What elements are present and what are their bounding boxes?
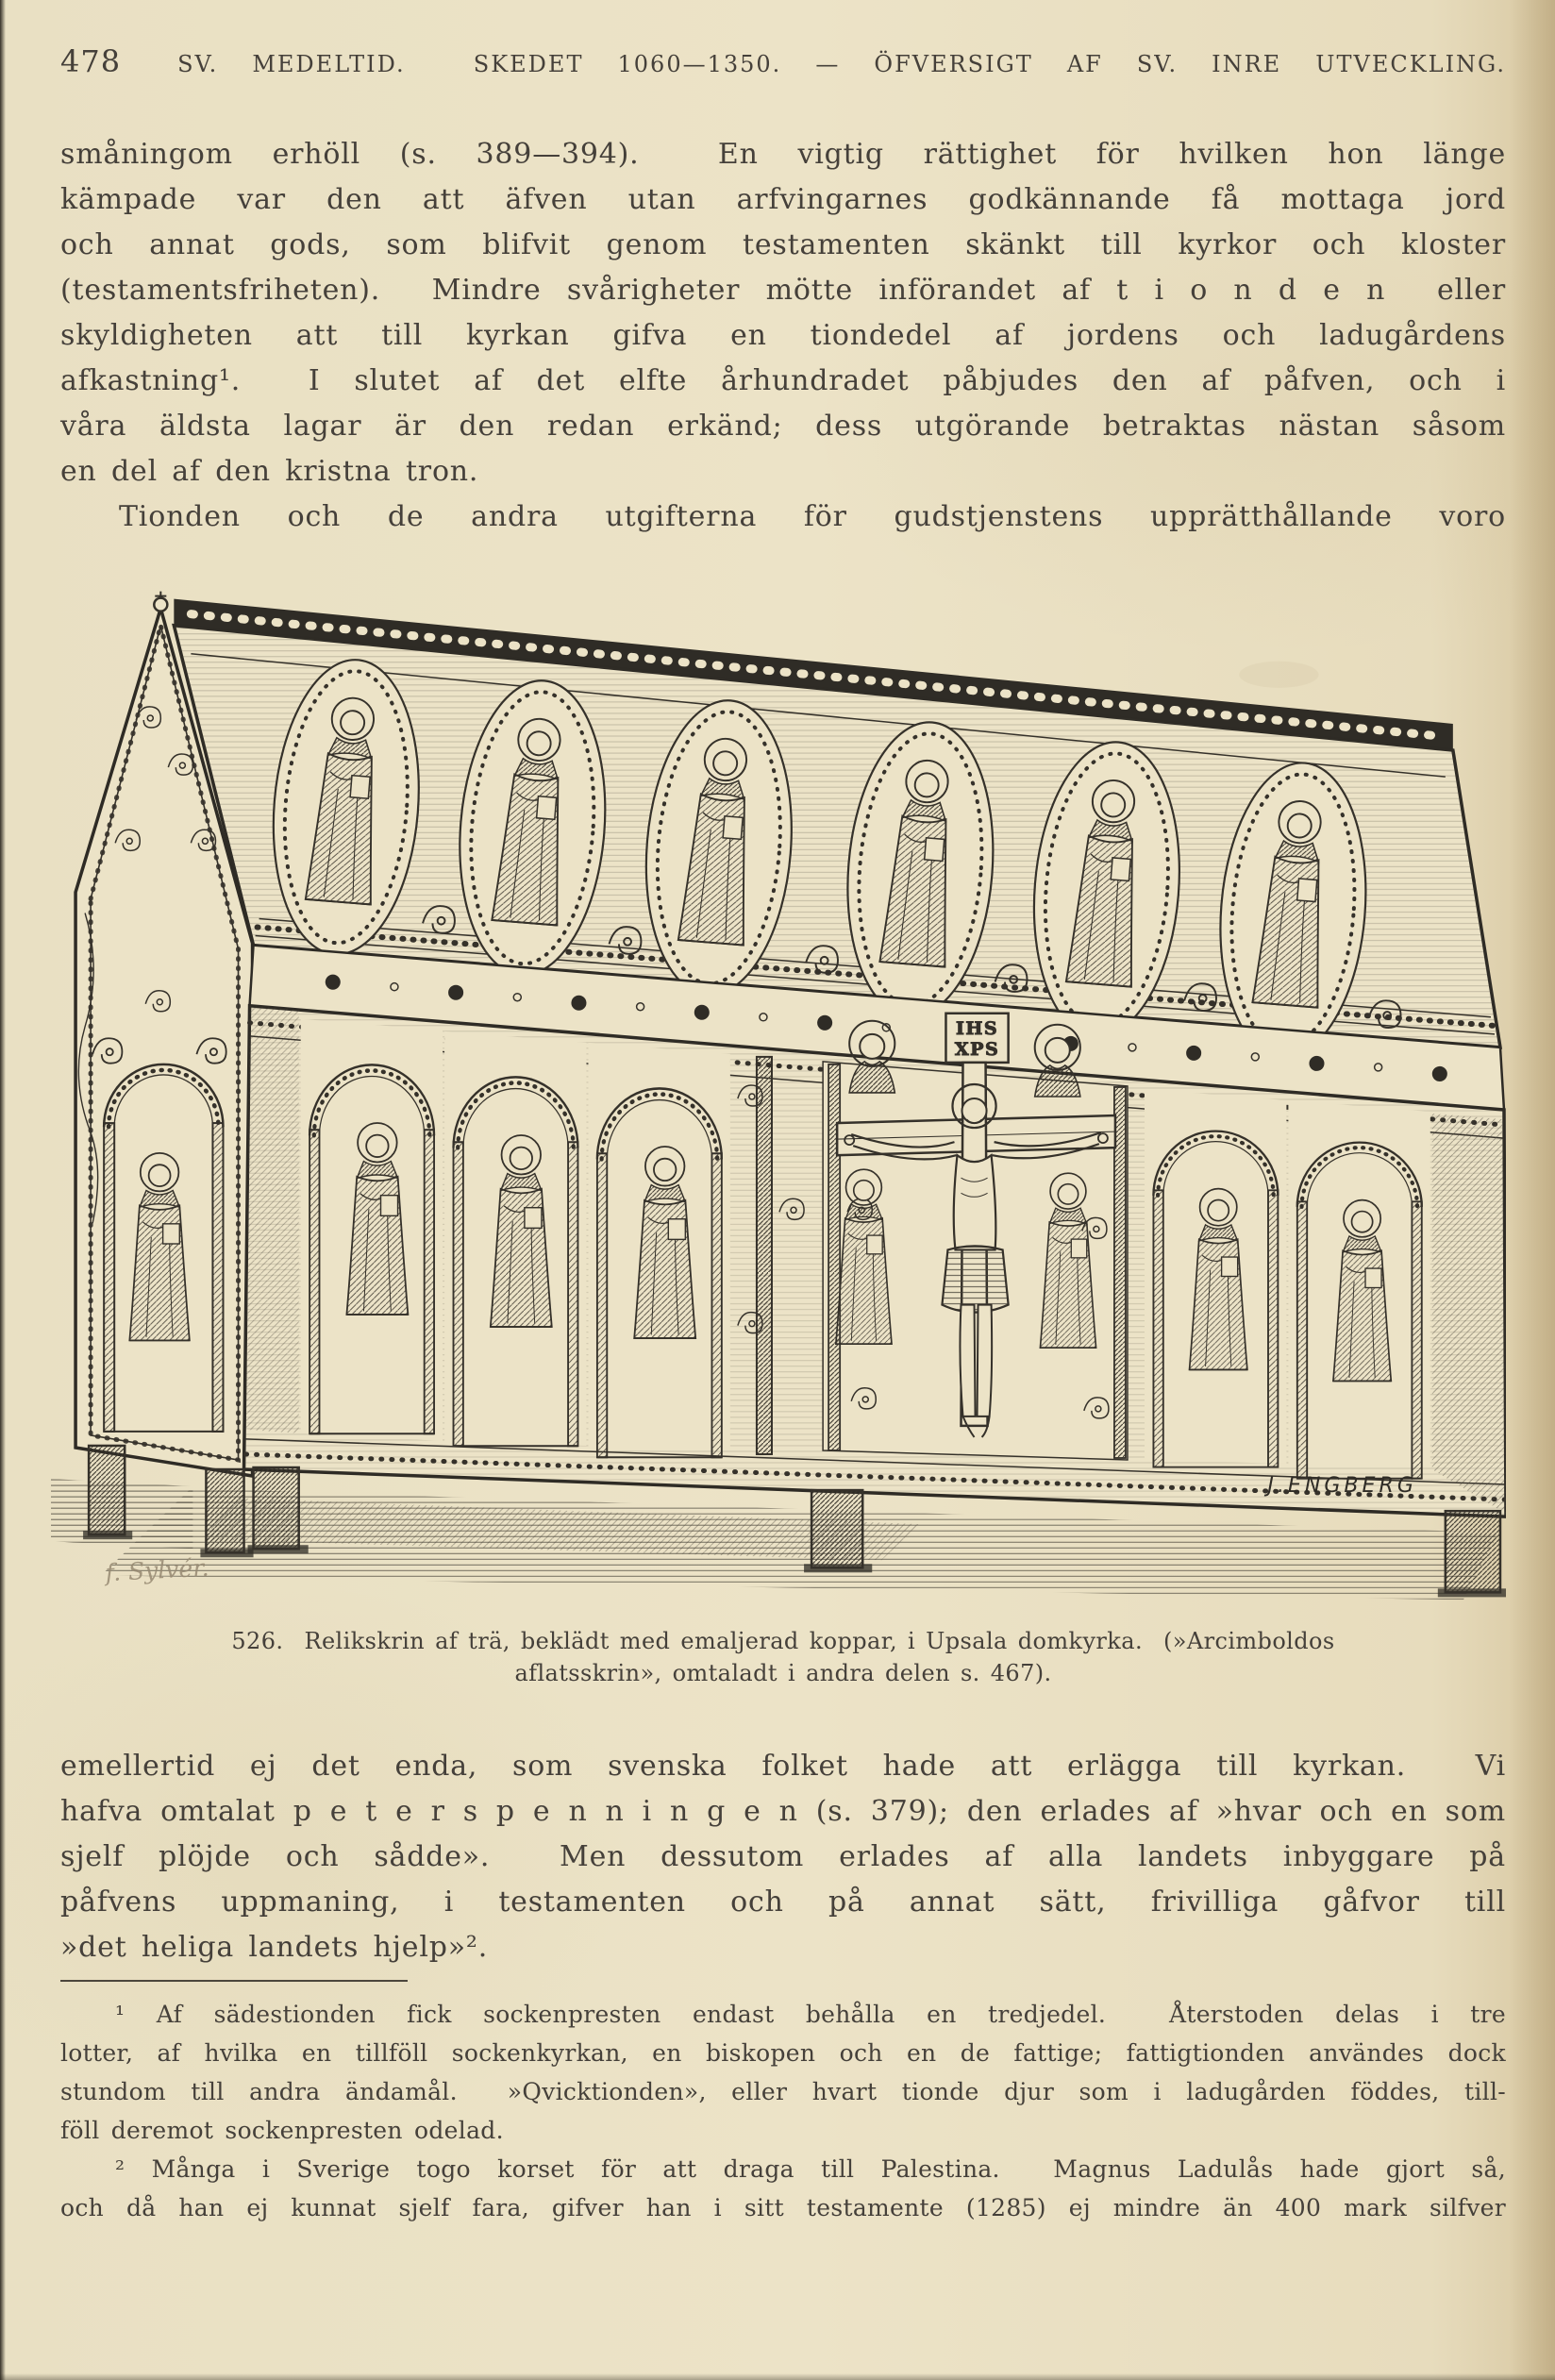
text-line: småningom erhöll (s. 389—394). En vigtig rättighet för hvilken hon länge xyxy=(60,138,1506,171)
titulus-text-ihs: IHS xyxy=(955,1017,999,1039)
footnote-2 xyxy=(60,2150,1506,2227)
paragraph-1-lines xyxy=(60,132,1506,449)
text-line: hafva omtalat p e t e r s p e n n i n g e n (s. 379); den erlades af »hvar och en som xyxy=(60,1795,1506,1828)
scan-edge-bottom xyxy=(0,2373,1555,2380)
running-title: SV. MEDELTID. SKEDET 1060—1350. — ÖFVERSIGT AF SV. INRE UTVECKLING. xyxy=(177,51,1506,77)
footnote-separator xyxy=(60,1980,408,1982)
figure-caption xyxy=(60,1625,1506,1689)
titulus-plaque xyxy=(945,1014,1008,1063)
scan-edge-left xyxy=(0,0,6,2380)
text-line: emellertid ej det enda, som svenska folket hade att erlägga till kyrkan. Vi xyxy=(60,1750,1506,1783)
text-line: föll deremot sockenpresten odelad. xyxy=(60,2117,504,2144)
text-line: en del af den kristna tron. xyxy=(60,455,479,488)
text-line: ² Många i Sverige togo korset för att draga till Palestina. Magnus Ladulås hade gjort så, xyxy=(115,2155,1506,2183)
arcade-bay xyxy=(1288,1100,1430,1479)
text-line: »det heliga landets hjelp»². xyxy=(60,1931,489,1964)
page-gutter-right xyxy=(1510,0,1555,2380)
arcade-bay xyxy=(1145,1089,1286,1467)
text-line: och annat gods, som blifvit genom testamenten skänkt till kyrkor och kloster xyxy=(60,228,1506,261)
footnotes xyxy=(60,1995,1506,2227)
pencil-inscription: f. Sylvér. xyxy=(104,1553,210,1587)
text-line: ¹ Af sädestionden fick sockenpresten endast behålla en tredjedel. Återstoden delas i tre xyxy=(115,2001,1506,2028)
engraver-signature: J.ENGBERG xyxy=(1267,1474,1417,1499)
text-line: påfvens uppmaning, i testamenten och på annat sätt, frivilliga gåfvor till xyxy=(60,1886,1506,1919)
page-number: 478 xyxy=(60,43,122,79)
text-line: sjelf plöjde och sådde». Men dessutom erlades af alla landets inbyggare på xyxy=(60,1840,1506,1873)
text-line: lotter, af hvilka en tillföll sockenkyrkan, en biskopen och en de fattige; fattigtionden användes dock xyxy=(60,2039,1506,2067)
text-line: skyldigheten att till kyrkan gifva en tiondedel af jordens och ladugårdens xyxy=(60,319,1506,352)
text-line: kämpade var den att äfven utan arfvingarnes godkännande få mottaga jord xyxy=(60,183,1506,216)
arcade-bay xyxy=(444,1031,586,1446)
footnote-1-lines xyxy=(60,2034,1506,2111)
text-line: Tionden och de andra utgifterna för gudstjenstens upprätthållande voro xyxy=(119,500,1506,533)
figure-reliquary xyxy=(49,591,1506,1606)
paragraph-2 xyxy=(60,1744,1506,1970)
caption-line: aflatsskrin», omtaladt i andra delen s. 467). xyxy=(514,1660,1052,1686)
running-head xyxy=(60,43,1506,79)
text-line: stundom till andra ändamål. »Qvicktionden», eller hvart tionde djur som i ladugården föddes, till- xyxy=(60,2078,1506,2105)
text-line: afkastning¹. I slutet af det elfte århundradet påbjudes den af påfven, och i xyxy=(60,364,1506,397)
titulus-text-xps: XPS xyxy=(954,1038,1000,1060)
footnote-2-lines xyxy=(60,2188,1506,2227)
caption-line: 526. Relikskrin af trä, beklädt med emaljerad koppar, i Upsala domkyrka. (»Arcimboldos xyxy=(231,1628,1335,1654)
text-line: våra äldsta lagar är den redan erkänd; dess utgörande betraktas nästan såsom xyxy=(60,410,1506,443)
footnote-1 xyxy=(60,1995,1506,2150)
paragraph-2-lines xyxy=(60,1744,1506,1925)
arcade-bay xyxy=(301,1019,443,1441)
text-line: (testamentsfriheten). Mindre svårigheter mötte införandet af t i o n d e n eller xyxy=(60,274,1506,307)
paragraph-1 xyxy=(60,132,1506,540)
text-line: och då han ej kunnat sjelf fara, gifver han i sitt testamente (1285) ej mindre än 400 mark silfver xyxy=(60,2194,1506,2221)
reliquary-engraving xyxy=(49,591,1506,1606)
arcade-bay xyxy=(588,1043,729,1457)
